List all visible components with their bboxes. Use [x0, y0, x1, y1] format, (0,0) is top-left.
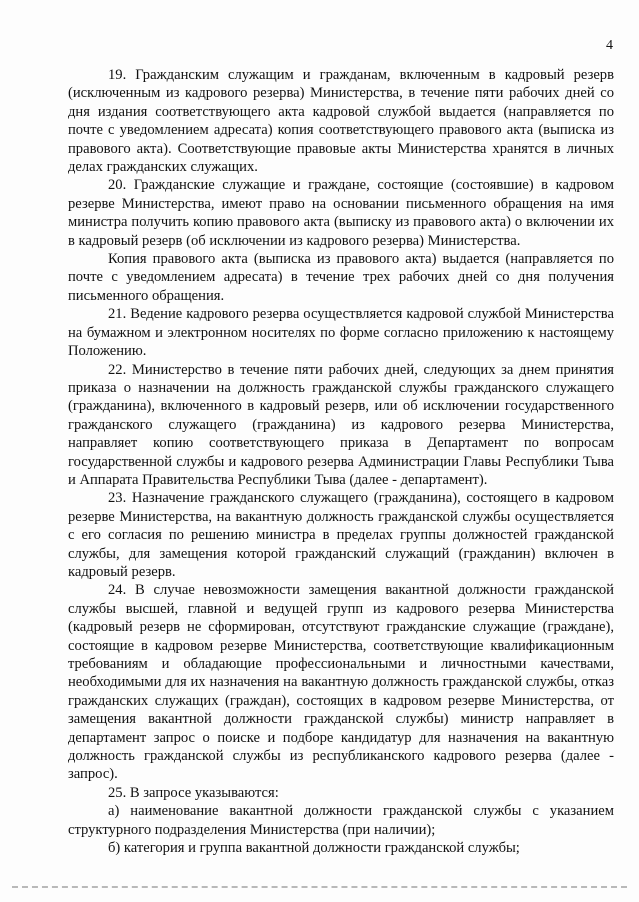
page-number: 4	[606, 38, 613, 53]
paragraph-25-item-b: б) категория и группа вакантной должности гражданской службы;	[108, 840, 520, 857]
document-body	[68, 66, 614, 857]
paragraph-24: 24. В случае невозможности замещения вакантной должности гражданской службы высшей, главной и ведущей групп из кадрового резерва Министерства (кадровый резерв не сформирован, отсутствуют гражданские служащие (граждане), состоящие в кадровом резерве Министерства, соответствующие квалификационным требованиям и обладающие профессиональными и личностными качествами, необходимыми для их назначения на вакантную должность гражданской службы, отказ гражданских служащих (граждан), состоящих в кадровом резерве Министерства, от замещения вакантной должности гражданской службы) министр направляет в департамент запрос о поиске и подборе кандидатур для назначения на вакантную должность гражданской службы из республиканского кадрового резерва (далее - запрос).	[68, 582, 614, 783]
paragraph-21: 21. Ведение кадрового резерва осуществляется кадровой службой Министерства на бумажном и электронном носителях по форме согласно приложению к настоящему Положению.	[68, 306, 614, 360]
scan-edge-divider	[12, 886, 627, 888]
paragraph-22: 22. Министерство в течение пяти рабочих дней, следующих за днем принятия приказа о назначении на должность гражданской службы гражданского служащего (гражданина), включенного в кадровый резерв, или об исключении государственного гражданского служащего (гражданина) из кадрового резерва Министерства, направляет копию соответствующего приказа в Департамент по вопросам государственной службы и кадрового резерва Администрации Главы Республики Тыва и Аппарата Правительства Республики Тыва (далее - департамент).	[68, 361, 614, 488]
paragraph-19: 19. Гражданским служащим и гражданам, включенным в кадровый резерв (исключенным из кадрового резерва) Министерства, в течение пяти рабочих дней со дня издания соответствующего акта кадровой службой выдается (направляется по почте с уведомлением адресата) копия соответствующего правового акта (выписка из правового акта). Соответствующие правовые акты Министерства хранятся в личных делах гражданских служащих.	[68, 67, 614, 176]
paragraph-25-item-a: а) наименование вакантной должности гражданской службы с указанием структурного подразделения Министерства (при наличии);	[68, 803, 614, 838]
paragraph-20-copy: Копия правового акта (выписка из правового акта) выдается (направляется по почте с уведомлением адресата) в течение трех рабочих дней со дня получения письменного обращения.	[68, 251, 614, 304]
paragraph-20: 20. Гражданские служащие и граждане, состоящие (состоявшие) в кадровом резерве Министерства, имеют право на основании письменного обращения на имя министра получить копию правового акта (выписку из правового акта) о включении их в кадровый резерв (об исключении из кадрового резерва) Министерства.	[68, 177, 614, 249]
paragraph-23: 23. Назначение гражданского служащего (гражданина), состоящего в кадровом резерве Министерства, на вакантную должность гражданской службы осуществляется с его согласия по решению министра в пределах группы должностей гражданской службы, для замещения которой гражданский служащий (гражданин) включен в кадровый резерв.	[68, 490, 614, 580]
paragraph-25: 25. В запросе указываются:	[108, 784, 279, 801]
